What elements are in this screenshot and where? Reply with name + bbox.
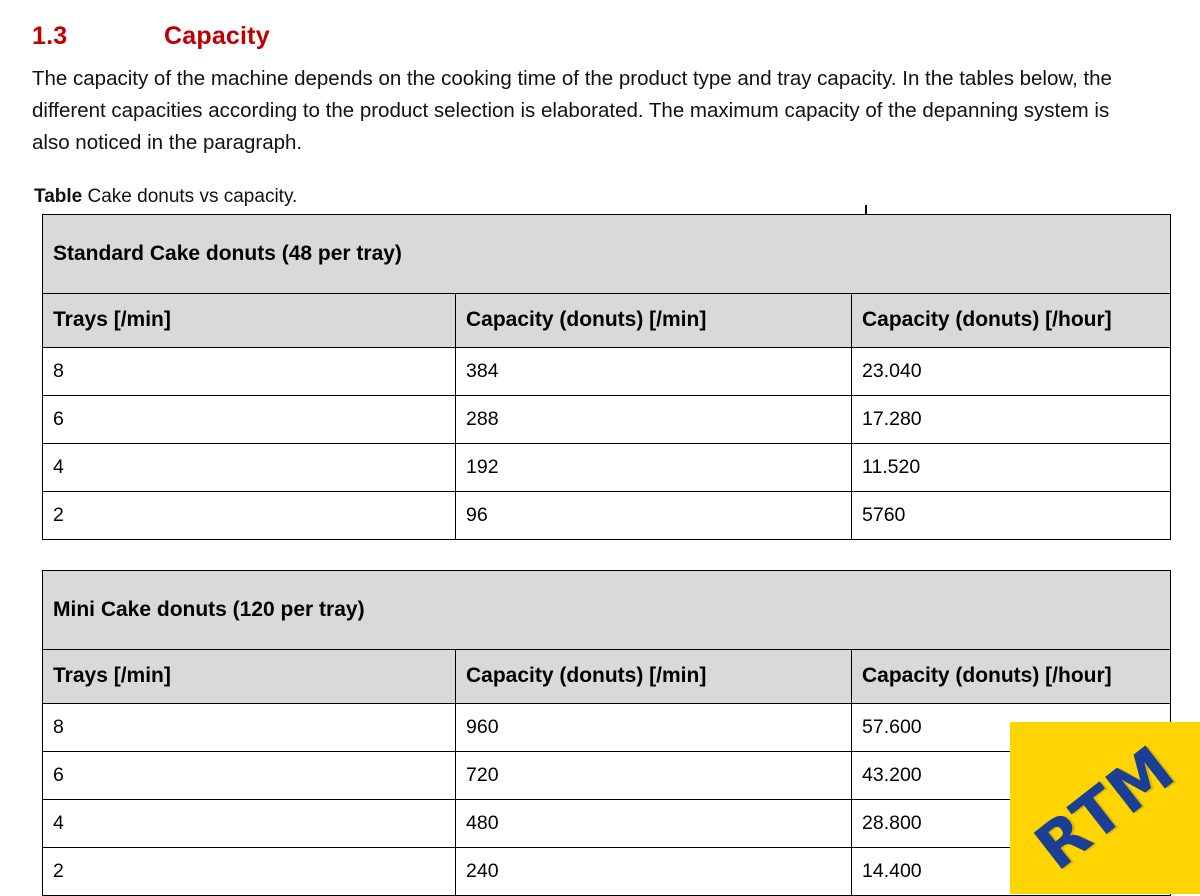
column-header: Trays [/min] xyxy=(43,650,456,704)
cell-capacity-hour: 28.800 xyxy=(852,800,1171,848)
table-header-row xyxy=(43,650,1171,704)
cell-capacity-hour: 43.200 xyxy=(852,752,1171,800)
cell-capacity-min: 960 xyxy=(456,704,852,752)
cell-capacity-hour: 5760 xyxy=(852,492,1171,540)
cell-capacity-min: 480 xyxy=(456,800,852,848)
column-header: Capacity (donuts) [/min] xyxy=(456,294,852,348)
table-row xyxy=(43,752,1171,800)
cell-capacity-min: 240 xyxy=(456,848,852,896)
cell-trays: 8 xyxy=(43,704,456,752)
table-standard-cake-donuts xyxy=(42,214,1171,540)
cell-capacity-hour: 14.400 xyxy=(852,848,1171,896)
table-title-row xyxy=(43,571,1171,650)
column-header: Trays [/min] xyxy=(43,294,456,348)
table-caption xyxy=(34,186,1168,208)
table-title: Standard Cake donuts (48 per tray) xyxy=(43,215,1171,294)
table-row xyxy=(43,848,1171,896)
body-paragraph: The capacity of the machine depends on the cooking time of the product type and tray capacity. In the tables below, the different capacities according to the product selection is elaborated. The maximum capacity of the depanning system is also noticed in the paragraph. xyxy=(32,67,1112,154)
cell-trays: 4 xyxy=(43,444,456,492)
table-title: Mini Cake donuts (120 per tray) xyxy=(43,571,1171,650)
cell-trays: 6 xyxy=(43,396,456,444)
page-title xyxy=(32,22,1168,51)
cell-capacity-min: 288 xyxy=(456,396,852,444)
rtm-logo-text: RTM xyxy=(1021,731,1189,885)
cell-trays: 2 xyxy=(43,848,456,896)
cell-capacity-hour: 11.520 xyxy=(852,444,1171,492)
cell-trays: 2 xyxy=(43,492,456,540)
table-row xyxy=(43,492,1171,540)
table-row xyxy=(43,396,1171,444)
cell-capacity-min: 384 xyxy=(456,348,852,396)
cell-capacity-min: 192 xyxy=(456,444,852,492)
column-header: Capacity (donuts) [/hour] xyxy=(852,650,1171,704)
cell-capacity-hour: 23.040 xyxy=(852,348,1171,396)
table-title-row xyxy=(43,215,1171,294)
cell-capacity-hour: 17.280 xyxy=(852,396,1171,444)
cell-capacity-hour: 57.600 xyxy=(852,704,1171,752)
tick-mark xyxy=(865,205,867,214)
column-header: Capacity (donuts) [/hour] xyxy=(852,294,1171,348)
table-row xyxy=(43,348,1171,396)
section-title: Capacity xyxy=(164,22,270,50)
table-row xyxy=(43,704,1171,752)
table-row xyxy=(43,800,1171,848)
caption-text: Cake donuts vs capacity. xyxy=(87,186,298,208)
table-row xyxy=(43,444,1171,492)
table-header-row xyxy=(43,294,1171,348)
column-header: Capacity (donuts) [/min] xyxy=(456,650,852,704)
cell-trays: 8 xyxy=(43,348,456,396)
table-mini-cake-donuts xyxy=(42,570,1171,896)
cell-trays: 4 xyxy=(43,800,456,848)
cell-trays: 6 xyxy=(43,752,456,800)
cell-capacity-min: 720 xyxy=(456,752,852,800)
caption-label: Table xyxy=(34,186,83,208)
section-number: 1.3 xyxy=(32,22,68,50)
cell-capacity-min: 96 xyxy=(456,492,852,540)
rtm-logo xyxy=(1010,722,1200,894)
